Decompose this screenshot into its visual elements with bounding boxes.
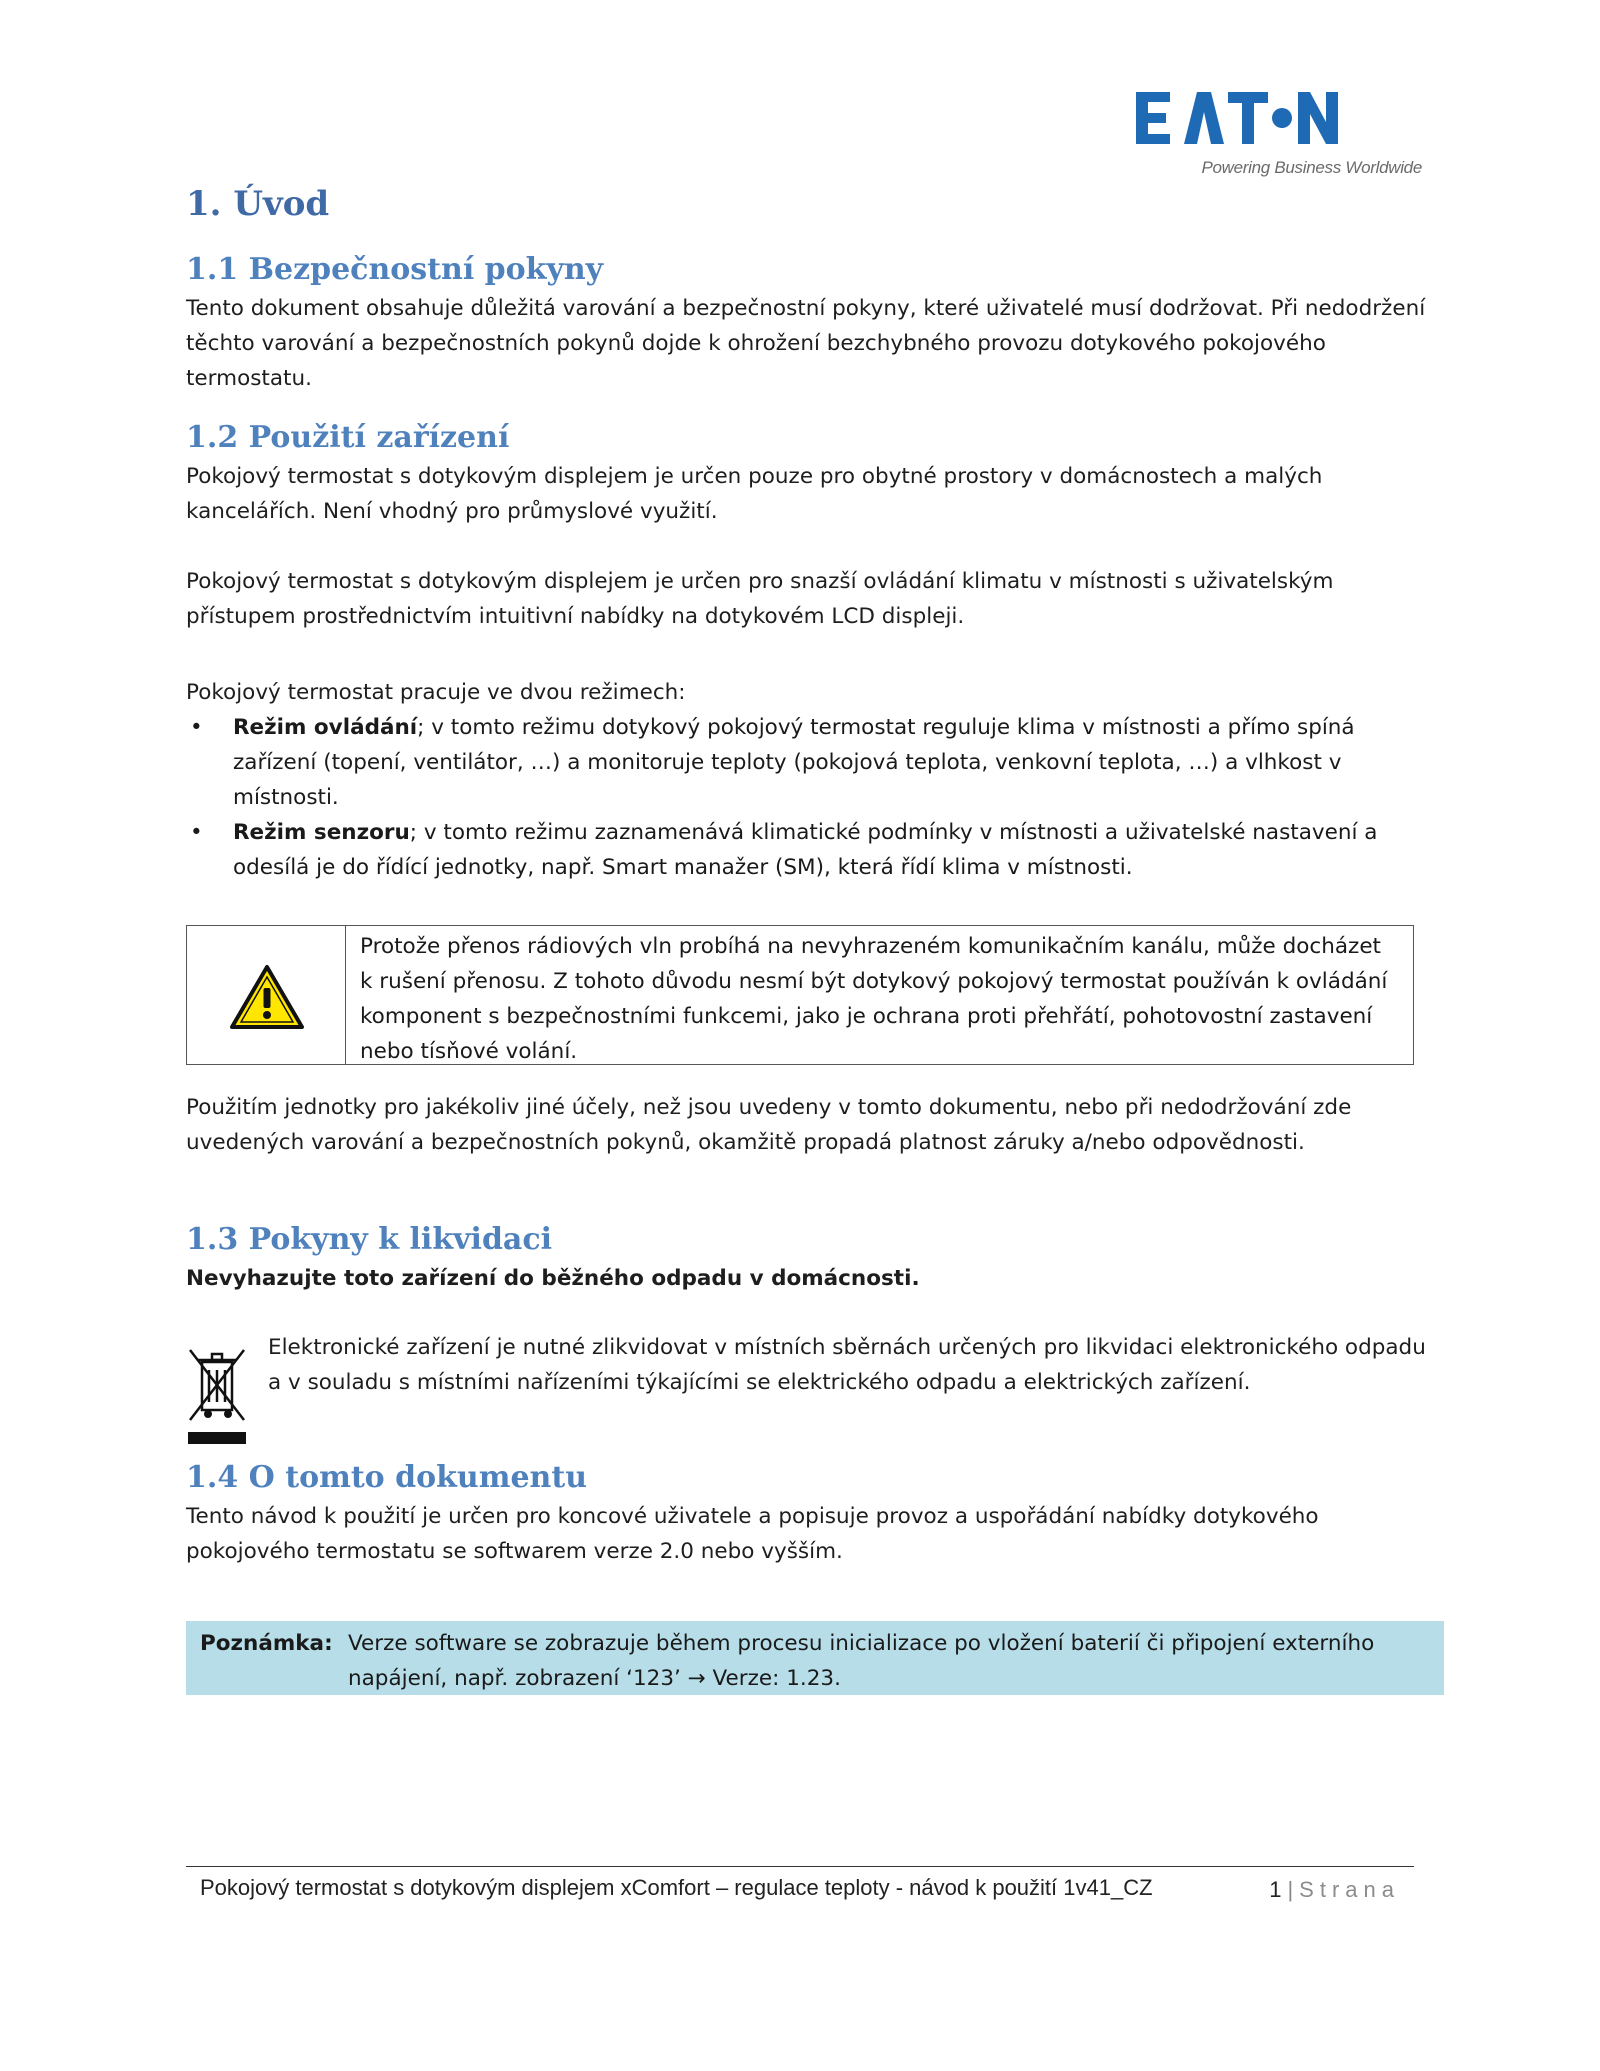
usage-paragraph-1: Pokojový termostat s dotykovým displejem je určen pouze pro obytné prostory v domácnostech a malých kancelářích. Není vhodný pro průmyslové využití.: [186, 464, 1323, 524]
mode-name: Režim senzoru: [233, 820, 410, 845]
list-item: [186, 710, 1426, 815]
disposal-paragraph: Elektronické zařízení je nutné zlikvidovat v místních sběrnách určených pro likvidaci elektronického odpadu a v souladu s místními nařízeními týkajícími se elektrického odpadu a elektrických zařízení.: [268, 1335, 1426, 1395]
page-indicator: [1230, 1872, 1400, 1908]
warning-icon-cell: [187, 926, 346, 1064]
document-scope-paragraph: Tento návod k použití je určen pro koncové uživatele a popisuje provoz a uspořádání nabídky dotykového pokojového termostatu se softwarem verze 2.0 nebo vyšším.: [186, 1504, 1319, 1564]
usage-paragraph-2: Pokojový termostat s dotykovým displejem je určen pro snazší ovládání klimatu v místnosti s uživatelským přístupem prostřednictvím intuitivní nabídky na dotykovém LCD displeji.: [186, 569, 1334, 629]
section-1-heading: 1. Úvod: [186, 184, 330, 224]
page-separator: |: [1287, 1877, 1294, 1902]
bullet-icon: •: [190, 820, 203, 845]
eaton-logo: [1132, 88, 1422, 188]
mode-description: ; v tomto režimu zaznamenává klimatické podmínky v místnosti a uživatelské nastavení a odesílá je do řídící jednotky, např. Smart manažer (SM), která řídí klima v místnosti.: [233, 820, 1378, 880]
section-1-1-heading: 1.1 Bezpečnostní pokyny: [186, 252, 604, 287]
warning-text: Protože přenos rádiových vln probíhá na nevyhrazeném komunikačním kanálu, může docházet k rušení přenosu. Z tohoto důvodu nesmí být dotykový pokojový termostat používán k ovládání komponent s bezpečnostními funkcemi, jako je ochrana proti přehřátí, pohotovostní zastavení nebo tísňové volání.: [360, 934, 1388, 1064]
warning-box: [186, 925, 1414, 1065]
warning-triangle-icon: [229, 964, 305, 1030]
crossed-out-wheelie-bin-icon: [186, 1348, 250, 1448]
note-text: Verze software se zobrazuje během procesu inicializace po vložení baterií či připojení externího napájení, např. zobrazení ‘123’ → Verze: 1.23.: [348, 1631, 1375, 1691]
mode-description: ; v tomto režimu dotykový pokojový termostat reguluje klima v místnosti a přímo spíná zařízení (topení, ventilátor, …) a monitoruje teploty (pokojová teplota, venkovní teplota, …) a vlhkost v místnosti.: [233, 715, 1355, 810]
mode-name: Režim ovládání: [233, 715, 418, 740]
list-item: [186, 815, 1426, 885]
bullet-icon: •: [190, 715, 203, 740]
mode-list: [186, 710, 1426, 885]
note-label: Poznámka:: [200, 1631, 333, 1656]
eaton-logo-mark: [1132, 88, 1342, 148]
footer-title: Pokojový termostat s dotykovým displejem xComfort – regulace teploty - návod k použití 1v41_CZ: [200, 1875, 1153, 1900]
section-1-2-heading: 1.2 Použití zařízení: [186, 420, 510, 455]
logo-tagline: Powering Business Worldwide: [1201, 158, 1422, 177]
footer-divider: [186, 1866, 1414, 1867]
usage-paragraph-3: Pokojový termostat pracuje ve dvou režimech:: [186, 680, 686, 705]
liability-paragraph: Použitím jednotky pro jakékoliv jiné účely, než jsou uvedeny v tomto dokumentu, nebo při nedodržování zde uvedených varování a bezpečnostních pokynů, okamžitě propadá platnost záruky a/nebo odpovědnosti.: [186, 1095, 1352, 1155]
section-1-4-heading: 1.4 O tomto dokumentu: [186, 1460, 588, 1495]
note-box: [186, 1621, 1444, 1695]
page-number: 1: [1269, 1877, 1282, 1902]
page-word: Strana: [1299, 1877, 1400, 1902]
section-1-3-heading: 1.3 Pokyny k likvidaci: [186, 1222, 553, 1257]
disposal-warning: Nevyhazujte toto zařízení do běžného odpadu v domácnosti.: [186, 1266, 920, 1291]
safety-paragraph: Tento dokument obsahuje důležitá varování a bezpečnostní pokyny, které uživatelé musí dodržovat. Při nedodržení těchto varování a bezpečnostních pokynů dojde k ohrožení bezchybného provozu dotykového pokojového termostatu.: [186, 296, 1426, 391]
